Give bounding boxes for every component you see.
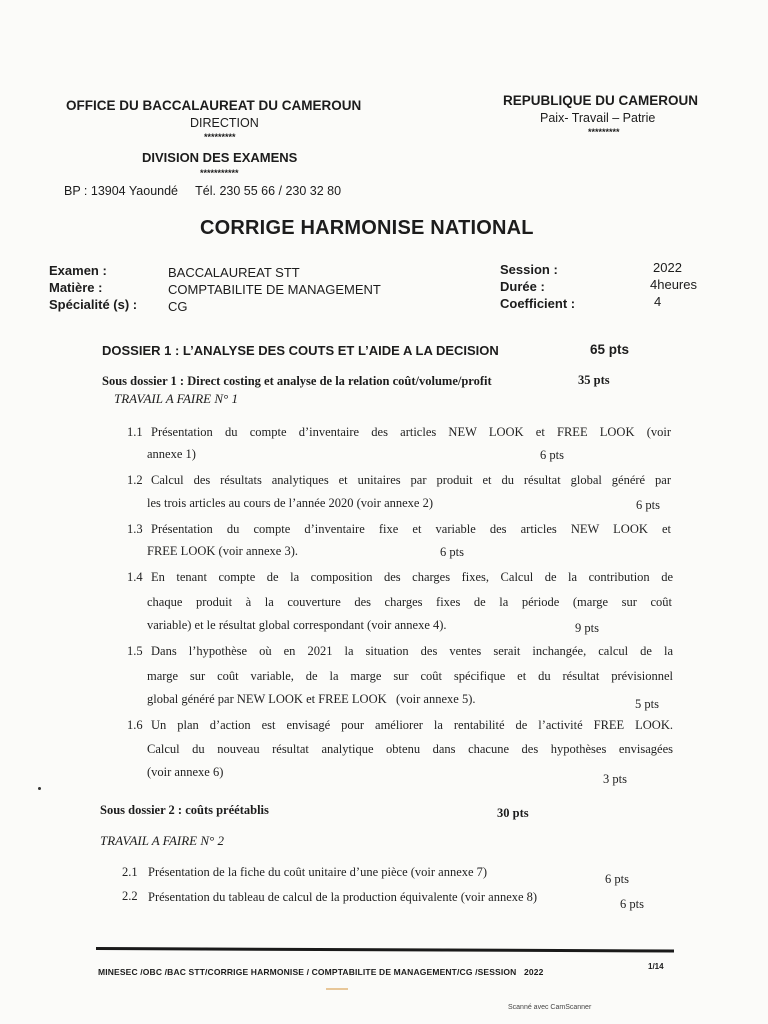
item-text-line: variable) et le résultat global correspondant (voir annexe 4).	[147, 618, 447, 632]
item-number: 1.6	[127, 718, 143, 732]
dossier1-points: 65 pts	[590, 342, 630, 357]
scan-speck	[38, 787, 41, 790]
item-text-line: chaque produit à la couverture des charges fixes de la période (marge sur coût	[147, 595, 672, 609]
examen-value: BACCALAUREAT STT	[168, 265, 300, 280]
travail1-heading: TRAVAIL A FAIRE N° 1	[114, 391, 238, 406]
duree-label: Durée :	[500, 279, 545, 294]
page-number: 1/14	[648, 962, 664, 971]
item-text-line: annexe 1)	[147, 447, 196, 461]
item-text-line: (voir annexe 6)	[147, 765, 224, 779]
footer-rule	[96, 947, 674, 953]
item-points: 6 pts	[605, 872, 629, 886]
country-title: REPUBLIQUE DU CAMEROUN	[503, 93, 699, 108]
stars-divider: *********	[588, 127, 620, 137]
document-title: CORRIGE HARMONISE NATIONAL	[200, 217, 534, 239]
sous-dossier2-points: 30 pts	[497, 806, 529, 820]
item-text-line: les trois articles au cours de l’année 2020 (voir annexe 2)	[147, 496, 434, 510]
item-points: 6 pts	[440, 545, 464, 559]
item-points: 6 pts	[540, 448, 564, 462]
travail2-heading: TRAVAIL A FAIRE N° 2	[100, 833, 224, 848]
sous-dossier1-points: 35 pts	[578, 373, 610, 387]
item-text-line: Calcul du nouveau résultat analytique obtenu dans chacune des hypothèses envisagées	[147, 742, 673, 756]
item-text-line: Présentation du compte d’inventaire des articles NEW LOOK et FREE LOOK (voir	[151, 425, 671, 439]
matiere-value: COMPTABILITE DE MANAGEMENT	[168, 282, 381, 297]
item-points: 6 pts	[636, 498, 660, 512]
direction-label: DIRECTION	[190, 116, 259, 130]
duree-value: 4heures	[650, 277, 697, 292]
sous-dossier1-title: Sous dossier 1 : Direct costing et analyse de la relation coût/volume/profit	[102, 374, 492, 388]
item-text-line: Présentation de la fiche du coût unitaire d’une pièce (voir annexe 7)	[148, 865, 488, 879]
item-text-line: global généré par NEW LOOK et FREE LOOK (voir annexe 5).	[147, 692, 476, 706]
item-text-line: Présentation du tableau de calcul de la production équivalente (voir annexe 8)	[148, 890, 538, 904]
item-points: 9 pts	[575, 621, 599, 635]
national-motto: Paix- Travail – Patrie	[540, 111, 656, 125]
division-label: DIVISION DES EXAMENS	[142, 150, 298, 165]
session-label: Session :	[500, 262, 558, 277]
item-text-line: En tenant compte de la composition des charges fixes, Calcul de la contribution de	[151, 570, 673, 584]
office-title: OFFICE DU BACCALAUREAT DU CAMEROUN	[66, 98, 362, 113]
item-text-line: FREE LOOK (voir annexe 3).	[147, 544, 299, 558]
item-text-line: Un plan d’action est envisagé pour améliorer la rentabilité de l’activité FREE LOOK.	[151, 718, 673, 732]
item-points: 3 pts	[603, 772, 627, 786]
sous-dossier2-title: Sous dossier 2 : coûts préétablis	[100, 803, 269, 817]
examen-label: Examen :	[49, 263, 107, 278]
item-points: 6 pts	[620, 897, 644, 911]
scanner-watermark: Scanné avec CamScanner	[508, 1004, 592, 1011]
item-text-line: marge sur coût variable, de la marge sur coût spécifique et du résultat prévisionnel	[147, 669, 673, 683]
specialite-value: CG	[168, 299, 188, 314]
item-number: 1.4	[127, 570, 143, 584]
stars-divider: ***********	[200, 168, 239, 178]
item-number: 1.3	[127, 522, 143, 536]
footer-reference: MINESEC /OBC /BAC STT/CORRIGE HARMONISE / COMPTABILITE DE MANAGEMENT/CG /SESSION 2022	[98, 967, 544, 977]
stars-divider: *********	[204, 132, 236, 142]
item-number: 1.2	[127, 473, 143, 487]
coefficient-label: Coefficient :	[500, 296, 576, 311]
dossier1-title: DOSSIER 1 : L’ANALYSE DES COUTS ET L’AIDE A LA DECISION	[102, 343, 499, 358]
item-number: 1.1	[127, 425, 143, 439]
item-number: 2.2	[122, 889, 138, 903]
item-number: 2.1	[122, 865, 138, 879]
item-text-line: Dans l’hypothèse où en 2021 la situation des ventes serait inchangée, calcul de la	[151, 644, 673, 658]
item-number: 1.5	[127, 644, 143, 658]
coefficient-value: 4	[654, 294, 662, 309]
session-value: 2022	[653, 260, 682, 275]
item-points: 5 pts	[635, 697, 659, 711]
item-text-line: Calcul des résultats analytiques et unitaires par produit et du résultat global généré par	[151, 473, 671, 487]
scan-mark	[326, 988, 348, 990]
address-line: BP : 13904 Yaoundé Tél. 230 55 66 / 230 32 80	[64, 184, 342, 198]
specialite-label: Spécialité (s) :	[49, 297, 138, 312]
item-text-line: Présentation du compte d’inventaire fixe et variable des articles NEW LOOK et	[151, 522, 671, 536]
matiere-label: Matière :	[49, 280, 103, 295]
